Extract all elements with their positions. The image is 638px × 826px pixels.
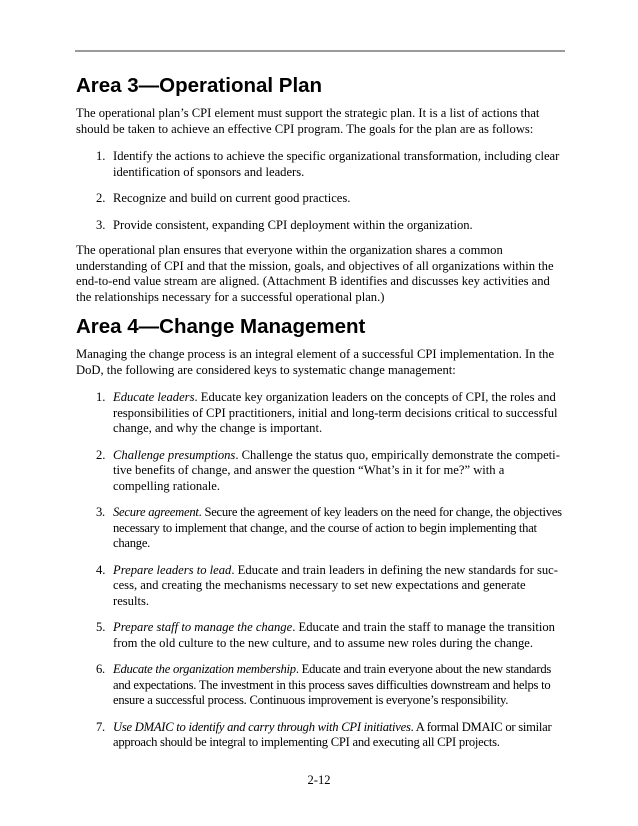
- header-rule: [75, 50, 565, 52]
- list-item: [76, 720, 562, 751]
- list-number: 3.: [96, 217, 106, 232]
- list-item: [76, 620, 562, 651]
- list-lead: Prepare staff to manage the change: [113, 620, 293, 634]
- list-item: [76, 218, 562, 234]
- area4-keys-list: [76, 390, 562, 751]
- list-lead: Secure agreement: [113, 505, 199, 519]
- list-number: 5.: [96, 620, 106, 634]
- list-text: . A formal DMAIC or similar approach should be integral to implementing CPI and executing all CPI projects.: [113, 719, 552, 749]
- page-content: [76, 74, 562, 761]
- list-item: [76, 448, 562, 495]
- area3-goals-list: [76, 149, 562, 233]
- list-number: 2.: [96, 191, 106, 205]
- list-text: Identify the actions to achieve the specific organizational transformation, including clear identification of sponsors and leaders.: [113, 149, 560, 179]
- list-number: 1.: [96, 149, 106, 163]
- list-text: . Educate key organization leaders on the concepts of CPI, the roles and responsibilities of CPI practitioners, initial and long-term decisions critical to successful change, and why the change is important.: [113, 390, 558, 435]
- list-number: 7.: [96, 719, 105, 734]
- list-item: [76, 563, 562, 610]
- list-text: Recognize and build on current good practices.: [113, 191, 351, 205]
- list-number: 1.: [96, 390, 106, 404]
- list-number: 2.: [96, 447, 106, 462]
- page-number: 2-12: [307, 773, 331, 787]
- list-lead: Prepare leaders to lead: [113, 562, 232, 577]
- area3-closing: The operational plan ensures that everyone within the organization shares a common understanding of CPI and that the mission, goals, and objectives of all organizations within the end-to-end value stream are aligned. (Attachment B identifies and discusses key activities and the relationships necessary for a successful operational plan.): [76, 243, 554, 304]
- list-number: 3.: [96, 505, 105, 519]
- list-lead: Use DMAIC to identify and carry through with CPI initiatives: [113, 719, 411, 734]
- list-text: Provide consistent, expanding CPI deployment within the organization.: [113, 217, 473, 232]
- list-item: [76, 390, 562, 437]
- list-item: [76, 505, 562, 552]
- list-item: [76, 191, 562, 207]
- area4-heading: Area 4—Change Management: [76, 315, 366, 338]
- list-lead: Challenge presumptions: [113, 447, 236, 462]
- list-text: . Educate and train leaders in defining the new standards for success, and creating the mechanisms necessary to set new expectations and generate results.: [113, 562, 558, 608]
- list-number: 4.: [96, 562, 106, 577]
- list-text: . Challenge the status quo, empirically demonstrate the competitive benefits of change, and answer the question “What’s in it for me?” with a compelling rationale.: [113, 447, 560, 493]
- area3-intro: The operational plan’s CPI element must support the strategic plan. It is a list of actions that should be taken to achieve an effective CPI program. The goals for the plan are as follows:: [76, 106, 540, 136]
- list-text: . Secure the agreement of key leaders on the need for change, the objectives necessary to implement that change, and the course of action to begin implementing that change.: [113, 505, 562, 550]
- list-lead: Educate the organization membership: [113, 662, 296, 676]
- list-text: . Educate and train everyone about the new standards and expectations. The investment in this process saves difficulties downstream and helps to ensure a successful process. Continuous improvement is everyone’s responsibility.: [113, 662, 552, 707]
- list-number: 6.: [96, 662, 105, 676]
- area4-intro: Managing the change process is an integral element of a successful CPI implementation. In the DoD, the following are considered keys to systematic change management:: [76, 347, 555, 377]
- area3-heading: Area 3—Operational Plan: [76, 74, 323, 97]
- list-item: [76, 149, 562, 180]
- list-lead: Educate leaders: [113, 390, 195, 404]
- list-item: [76, 662, 562, 709]
- list-text: . Educate and train the staff to manage the transition from the old culture to the new culture, and to assume new roles during the change.: [113, 620, 555, 650]
